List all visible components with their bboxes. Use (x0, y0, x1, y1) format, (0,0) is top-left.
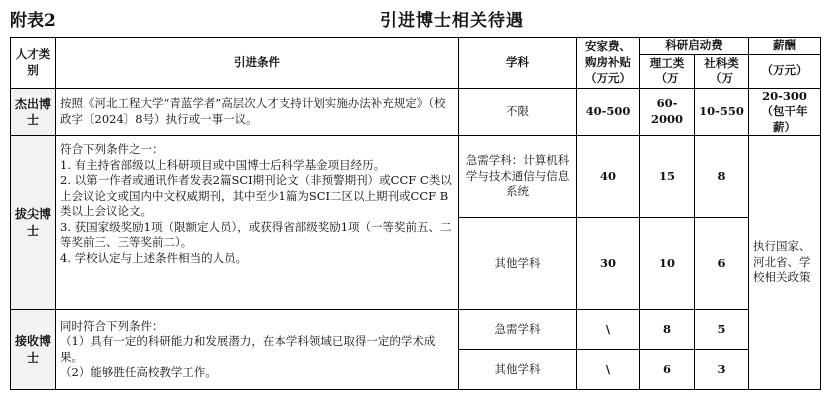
annex-label: 附表2 (10, 11, 56, 31)
housing-accepted-urgent: \ (577, 310, 640, 350)
category-outstanding: 杰出博士 (11, 88, 56, 136)
sci-eng-accepted-urgent: 8 (640, 310, 695, 350)
page-title: 引进博士相关待遇 (380, 11, 524, 31)
soc-sci-top-other: 6 (695, 218, 749, 310)
header-salary-unit: （万元） (749, 54, 821, 88)
conditions-top-line: 4. 学校认定与上述条件相当的人员。 (60, 250, 248, 265)
header-sci-eng: 理工类（万 (640, 54, 695, 88)
conditions-accepted-line: （1）具有一定的科研能力和发展潜力，在本学科领域已取得一定的学术成果。 (60, 334, 436, 364)
sci-eng-top-other: 10 (640, 218, 695, 310)
header-category: 人才类别 (11, 38, 56, 89)
conditions-outstanding: 按照《河北工程大学“青蓝学者”高层次人才支持计划实施办法补充规定》（校政字〔2024〕8号）执行或一事一议。 (56, 88, 459, 136)
subject-accepted-other: 其他学科 (459, 350, 577, 390)
salary-outstanding (749, 88, 821, 136)
header-salary: 薪酬 (749, 38, 821, 55)
sci-eng-accepted-other: 6 (640, 350, 695, 390)
header-housing: 安家费、购房补贴（万元） (577, 38, 640, 89)
header-research-fund: 科研启动费 (640, 38, 749, 55)
soc-sci-accepted-urgent: 5 (695, 310, 749, 350)
sci-eng-outstanding: 60-2000 (640, 88, 695, 136)
subject-top-urgent: 急需学科：计算机科学与技术通信与信息系统 (459, 136, 577, 218)
conditions-accepted-line: 同时符合下列条件： (60, 318, 164, 333)
soc-sci-outstanding: 10-550 (695, 88, 749, 136)
conditions-top (56, 136, 459, 310)
housing-top-urgent: 40 (577, 136, 640, 218)
sci-eng-top-urgent: 15 (640, 136, 695, 218)
conditions-top-line: 3. 获国家级奖励1项（限额定人员），或获得省部级奖励1项（一等奖前五、二等奖前三、三等奖前二）。 (60, 219, 452, 250)
conditions-top-line: 1. 有主持省部级以上科研项目或中国博士后科学基金项目经历。 (60, 157, 386, 172)
subject-accepted-urgent: 急需学科 (459, 310, 577, 350)
conditions-accepted (56, 310, 459, 390)
table-row (11, 310, 821, 350)
conditions-top-line: 2. 以第一作者或通讯作者发表2篇SCI期刊论文（非预警期刊）或CCF C类以上会议论文或国内中文权威期刊，其中至少1篇为SCI二区以上期刊或CCF B类以上会议论文。 (60, 173, 452, 219)
salary-policy: 执行国家、河北省、学校相关政策 (749, 136, 821, 390)
table-row (11, 136, 821, 218)
header-subject: 学科 (459, 38, 577, 89)
table-row (11, 88, 821, 136)
header-conditions: 引进条件 (56, 38, 459, 89)
category-top: 拔尖博士 (11, 136, 56, 310)
soc-sci-accepted-other: 3 (695, 350, 749, 390)
category-accepted: 接收博士 (11, 310, 56, 390)
conditions-accepted-line: （2）能够胜任高校教学工作。 (60, 365, 217, 380)
salary-outstanding-value: 20-300 (762, 88, 807, 103)
soc-sci-top-urgent: 8 (695, 136, 749, 218)
housing-top-other: 30 (577, 218, 640, 310)
treatment-table (10, 37, 821, 390)
housing-outstanding: 40-500 (577, 88, 640, 136)
subject-top-other: 其他学科 (459, 218, 577, 310)
conditions-top-line: 符合下列条件之一： (60, 142, 164, 157)
header-soc-sci: 社科类（万 (695, 54, 749, 88)
subject-outstanding: 不限 (459, 88, 577, 136)
salary-outstanding-note: （包干年薪） (761, 104, 808, 134)
housing-accepted-other: \ (577, 350, 640, 390)
